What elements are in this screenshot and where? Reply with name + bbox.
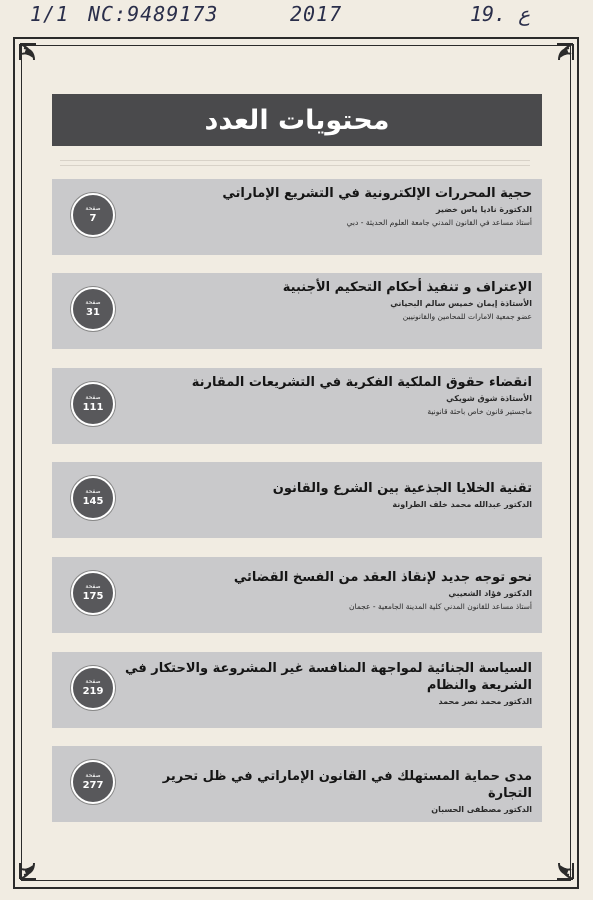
page-title: محتويات العدد <box>204 104 390 136</box>
entry-author-position: ماجستير قانون خاص باحثة قانونية <box>427 407 532 416</box>
page-number-badge: صفحة 219 <box>71 666 115 710</box>
corner-ornament-icon <box>16 839 60 883</box>
handwritten-catalog-number: NC:9489173 <box>88 2 219 26</box>
contents-entry[interactable] <box>52 462 542 538</box>
page-number-badge: صفحة 277 <box>71 760 115 804</box>
contents-entry[interactable] <box>52 368 542 444</box>
entry-author-position: أستاذ مساعد في القانون المدني جامعة العلوم الحديثة - دبي <box>346 218 532 227</box>
corner-ornament-icon <box>533 40 577 84</box>
page-number-badge: صفحة 31 <box>71 287 115 331</box>
entry-title: الإعتراف و تنفيذ أحكام التحكيم الأجنبية <box>282 280 532 295</box>
page-number-badge: صفحة 7 <box>71 193 115 237</box>
page-number-badge: صفحة 175 <box>71 571 115 615</box>
contents-entry[interactable] <box>52 746 542 822</box>
entry-author: الدكتور فؤاد الشعيبي <box>448 589 532 598</box>
contents-entry[interactable] <box>52 179 542 255</box>
entry-author: الدكتورة ناديا ياس خضير <box>435 205 532 214</box>
entry-title: تقنية الخلايا الجذعية بين الشرع والقانون <box>272 481 532 496</box>
handwritten-issue-number: 19. ع <box>470 2 531 26</box>
corner-ornament-icon <box>533 839 577 883</box>
entry-title: نحو توجه جديد لإنقاذ العقد من الفسخ القضائي <box>233 570 532 585</box>
entry-title: السياسة الجنائية لمواجهة المنافسة غير المشروعة والاحتكار في الشريعة والنظام <box>125 661 532 693</box>
handwritten-volume-note: 1/1 <box>30 2 70 26</box>
entry-author: الدكتور مصطفى الحسبان <box>431 805 532 814</box>
corner-ornament-icon <box>16 40 60 84</box>
entry-author: الدكتور عبدالله محمد خلف الطراونة <box>392 500 532 509</box>
contents-header <box>52 94 542 146</box>
entry-author: الأستاذة شوق شويكي <box>446 394 532 403</box>
page-number-badge: صفحة 145 <box>71 476 115 520</box>
entry-author: الدكتور محمد نصر محمد <box>438 697 532 706</box>
entry-title: انقضاء حقوق الملكية الفكرية في التشريعات المقارنة <box>191 375 532 390</box>
entry-author: الأستاذة إيمان خميس سالم البحياني <box>390 299 532 308</box>
page-number-badge: صفحة 111 <box>71 382 115 426</box>
entry-title: حجية المحررات الإلكترونية في التشريع الإماراتي <box>222 186 532 201</box>
contents-entry[interactable] <box>52 557 542 633</box>
entry-author-position: أستاذ مساعد للقانون المدني كلية المدينة الجامعية - عجمان <box>349 602 532 611</box>
bleed-through-text <box>60 156 530 166</box>
contents-entry[interactable] <box>52 273 542 349</box>
handwritten-year: 2017 <box>290 2 343 26</box>
contents-entry[interactable] <box>52 652 542 728</box>
entry-title: مدى حماية المستهلك في القانون الإماراتي في ظل تحرير التجارة <box>162 769 532 801</box>
entry-author-position: عضو جمعية الامارات للمحامين والقانونيين <box>402 312 532 321</box>
